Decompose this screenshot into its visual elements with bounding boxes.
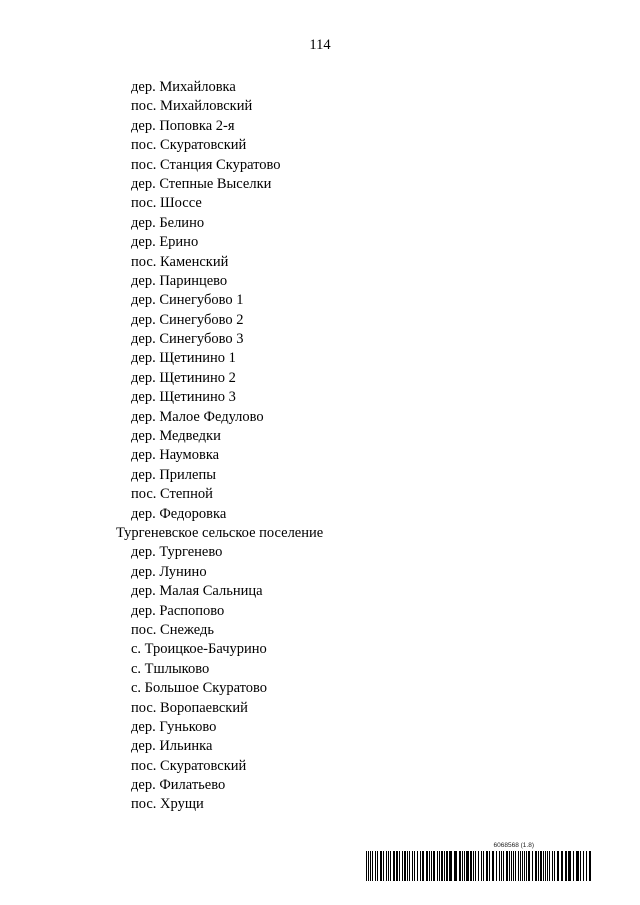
barcode-bar bbox=[486, 851, 488, 881]
settlement-entry: дер. Распопово bbox=[131, 602, 225, 619]
settlement-entry: дер. Поповка 2-я bbox=[131, 117, 235, 134]
settlement-entry: дер. Ерино bbox=[131, 234, 199, 251]
barcode-bar bbox=[470, 851, 472, 881]
barcode-bar bbox=[370, 851, 371, 881]
barcode-bar bbox=[547, 851, 548, 881]
barcode-bar bbox=[462, 851, 463, 881]
barcode-bar bbox=[464, 851, 465, 881]
settlement-entry: дер. Синегубово 3 bbox=[131, 331, 244, 348]
barcode-bar bbox=[583, 851, 584, 881]
settlement-entry: дер. Михайловка bbox=[131, 79, 236, 95]
barcode-bar bbox=[518, 851, 519, 881]
barcode-bar bbox=[466, 851, 469, 881]
barcode-bar bbox=[501, 851, 502, 881]
settlement-entry: дер. Наумовка bbox=[131, 447, 220, 464]
barcode-bar bbox=[503, 851, 504, 881]
barcode-bar bbox=[526, 851, 527, 881]
barcode-bar bbox=[390, 851, 391, 881]
barcode-bar bbox=[439, 851, 440, 881]
barcode-block bbox=[366, 842, 592, 881]
barcode-bar bbox=[506, 851, 508, 881]
settlement-entry: дер. Федоровка bbox=[131, 505, 227, 522]
settlement-entry: дер. Прилепы bbox=[131, 466, 216, 483]
barcode-bar bbox=[399, 851, 400, 881]
barcode-bar bbox=[524, 851, 525, 881]
barcode-bar bbox=[417, 851, 418, 881]
barcode-image bbox=[366, 851, 592, 881]
settlement-entry: пос. Степной bbox=[131, 486, 213, 503]
settlement-entry: дер. Щетинино 3 bbox=[131, 389, 236, 406]
barcode-bar bbox=[489, 851, 490, 881]
settlement-entry: дер. Степные Выселки bbox=[131, 175, 272, 192]
barcode-bar bbox=[483, 851, 484, 881]
barcode-bar bbox=[492, 851, 494, 881]
barcode-bar bbox=[532, 851, 533, 881]
settlement-entry: дер. Лунино bbox=[131, 563, 207, 580]
barcode-bar bbox=[437, 851, 438, 881]
barcode-bar bbox=[446, 851, 448, 881]
page-number: 114 bbox=[309, 37, 331, 53]
settlement-entry: дер. Малое Федулово bbox=[131, 408, 264, 425]
barcode-bar bbox=[412, 851, 413, 881]
barcode-bar bbox=[431, 851, 432, 881]
barcode-bar bbox=[368, 851, 369, 881]
barcode-bar bbox=[473, 851, 474, 881]
settlement-entry: дер. Щетинино 1 bbox=[131, 350, 236, 367]
settlement-entry: с. Большое Скуратово bbox=[131, 680, 268, 697]
barcode-bar bbox=[511, 851, 512, 881]
settlement-entry: пос. Снежедь bbox=[131, 621, 214, 638]
settlement-entry: пос. Станция Скуратово bbox=[131, 156, 281, 173]
barcode-bar bbox=[433, 851, 435, 881]
barcode-bar bbox=[496, 851, 497, 881]
barcode-bar bbox=[557, 851, 559, 881]
settlement-list bbox=[0, 78, 640, 815]
settlement-entry: дер. Синегубово 2 bbox=[131, 311, 244, 328]
settlement-entry: дер. Малая Сальница bbox=[131, 583, 263, 600]
barcode-bar bbox=[538, 851, 539, 881]
barcode-bar bbox=[386, 851, 387, 881]
settlement-entry: дер. Паринцево bbox=[131, 272, 228, 289]
barcode-bar bbox=[573, 851, 574, 881]
barcode-bar bbox=[561, 851, 563, 881]
barcode-bar bbox=[454, 851, 457, 881]
barcode-bar bbox=[422, 851, 424, 881]
barcode-bar bbox=[383, 851, 384, 881]
barcode-bar bbox=[540, 851, 542, 881]
barcode-bar bbox=[420, 851, 421, 881]
settlement-entry: дер. Ильинка bbox=[131, 738, 213, 755]
barcode-bar bbox=[407, 851, 408, 881]
barcode-bar bbox=[543, 851, 544, 881]
barcode-bar bbox=[528, 851, 530, 881]
barcode-bar bbox=[481, 851, 482, 881]
barcode-bar bbox=[449, 851, 452, 881]
barcode-bar bbox=[377, 851, 378, 881]
settlement-entry: пос. Каменский bbox=[131, 253, 229, 270]
settlement-entry: дер. Синегубово 1 bbox=[131, 292, 244, 309]
barcode-bar bbox=[404, 851, 406, 881]
barcode-bar bbox=[475, 851, 476, 881]
settlement-entry: дер. Белино bbox=[131, 214, 205, 231]
settlement-entry: дер. Тургенево bbox=[131, 544, 223, 561]
barcode-bar bbox=[509, 851, 510, 881]
barcode-bar bbox=[441, 851, 443, 881]
barcode-bar bbox=[554, 851, 555, 881]
settlement-entry: пос. Хрущи bbox=[131, 796, 204, 813]
barcode-bar bbox=[545, 851, 546, 881]
settlement-entry: пос. Скуратовский bbox=[131, 757, 247, 774]
settlement-entry: с. Троицкое-Бачурино bbox=[131, 641, 267, 658]
settlement-entry: пос. Скуратовский bbox=[131, 137, 247, 154]
barcode-bar bbox=[402, 851, 403, 881]
barcode-bar bbox=[375, 851, 376, 881]
barcode-bar bbox=[586, 851, 587, 881]
barcode-bar bbox=[589, 851, 591, 881]
barcode-bar bbox=[388, 851, 389, 881]
settlement-group-heading: Тургеневское сельское поселение bbox=[116, 524, 324, 541]
barcode-bar bbox=[552, 851, 553, 881]
settlement-entry: пос. Михайловский bbox=[131, 98, 253, 115]
barcode-bar bbox=[568, 851, 571, 881]
barcode-bar bbox=[426, 851, 428, 881]
barcode-bar bbox=[380, 851, 382, 881]
barcode-bar bbox=[459, 851, 461, 881]
settlement-entry: дер. Медведки bbox=[131, 428, 221, 445]
barcode-bar bbox=[515, 851, 516, 881]
barcode-bar bbox=[444, 851, 445, 881]
barcode-bar bbox=[366, 851, 367, 881]
barcode-bar bbox=[478, 851, 479, 881]
barcode-bar bbox=[580, 851, 581, 881]
settlement-entry: дер. Гуньково bbox=[131, 718, 217, 735]
barcode-bar bbox=[522, 851, 523, 881]
barcode-bar bbox=[549, 851, 550, 881]
barcode-bar bbox=[499, 851, 500, 881]
barcode-bar bbox=[429, 851, 430, 881]
barcode-bar bbox=[393, 851, 395, 881]
barcode-bar bbox=[372, 851, 373, 881]
settlement-entry: дер. Щетинино 2 bbox=[131, 369, 236, 386]
barcode-bar bbox=[565, 851, 567, 881]
settlement-entry: с. Тшлыково bbox=[131, 660, 210, 677]
barcode-label: 6068568 (1.8) bbox=[493, 842, 534, 849]
barcode-bar bbox=[513, 851, 514, 881]
settlement-entry: пос. Шоссе bbox=[131, 195, 202, 212]
barcode-bar bbox=[520, 851, 521, 881]
barcode-bar bbox=[396, 851, 398, 881]
barcode-bar bbox=[414, 851, 415, 881]
settlement-entry: дер. Филатьево bbox=[131, 777, 226, 794]
barcode-bar bbox=[535, 851, 537, 881]
barcode-bar bbox=[576, 851, 579, 881]
settlement-entry: пос. Воропаевский bbox=[131, 699, 248, 716]
barcode-bar bbox=[409, 851, 410, 881]
